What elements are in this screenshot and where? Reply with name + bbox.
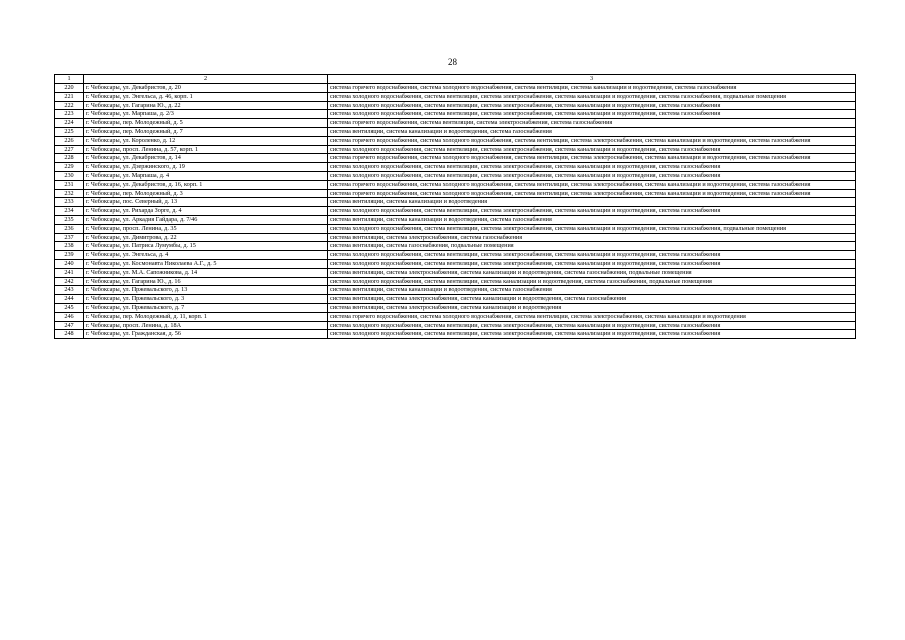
- row-address: г. Чебоксары, ул. Короленко, д. 12: [84, 136, 328, 145]
- row-number: 240: [55, 259, 84, 268]
- table-row: [55, 145, 856, 154]
- row-number: 222: [55, 101, 84, 110]
- row-number: 234: [55, 207, 84, 216]
- row-systems: система вентиляции, система электроснабжения, система канализации и водоотведения, система газоснабжения, подвальные помещения: [328, 268, 856, 277]
- row-number: 236: [55, 224, 84, 233]
- row-address: г. Чебоксары, ул. Дзержинского, д. 19: [84, 163, 328, 172]
- row-address: г. Чебоксары, пер. Молодежный, д. 11, корп. 1: [84, 312, 328, 321]
- row-number: 246: [55, 312, 84, 321]
- row-systems: система горячего водоснабжения, система холодного водоснабжения, система вентиляции, система электроснабжения, система канализации и водоотведения, система газоснабжения: [328, 136, 856, 145]
- row-systems: система холодного водоснабжения, система вентиляции, система электроснабжения, система канализации и водоотведения, система газоснабжения: [328, 145, 856, 154]
- row-address: г. Чебоксары, просп. Ленина, д. 18А: [84, 321, 328, 330]
- row-number: 232: [55, 189, 84, 198]
- row-address: г. Чебоксары, ул. Космонавта Николаева А.Г., д. 5: [84, 259, 328, 268]
- row-address: г. Чебоксары, ул. Пржевальского, д. 3: [84, 295, 328, 304]
- row-address: г. Чебоксары, пер. Молодежный, д. 3: [84, 189, 328, 198]
- row-number: 233: [55, 198, 84, 207]
- table-row: [55, 198, 856, 207]
- row-number: 245: [55, 303, 84, 312]
- row-number: 247: [55, 321, 84, 330]
- table-row: [55, 154, 856, 163]
- table-row: [55, 330, 856, 339]
- row-systems: система вентиляции, система газоснабжения, подвальные помещения: [328, 242, 856, 251]
- row-systems: система вентиляции, система канализации и водоотведения: [328, 198, 856, 207]
- row-address: г. Чебоксары, просп. Ленина, д. 35: [84, 224, 328, 233]
- row-address: г. Чебоксары, пер. Молодежный, д. 7: [84, 127, 328, 136]
- table-row: [55, 286, 856, 295]
- row-number: 220: [55, 84, 84, 93]
- row-number: 229: [55, 163, 84, 172]
- row-number: 242: [55, 277, 84, 286]
- row-address: г. Чебоксары, ул. Гражданская, д. 56: [84, 330, 328, 339]
- row-number: 228: [55, 154, 84, 163]
- row-systems: система холодного водоснабжения, система вентиляции, система электроснабжения, система канализации и водоотведения, система газоснабжения, подвальные помещения: [328, 224, 856, 233]
- table-row: [55, 171, 856, 180]
- row-address: г. Чебоксары, ул. Пржевальского, д. 7: [84, 303, 328, 312]
- row-address: г. Чебоксары, ул. М.А. Сапожникова, д. 14: [84, 268, 328, 277]
- row-address: г. Чебоксары, пос. Северный, д. 13: [84, 198, 328, 207]
- row-number: 231: [55, 180, 84, 189]
- row-address: г. Чебоксары, ул. Рихарда Зорге, д. 4: [84, 207, 328, 216]
- row-systems: система вентиляции, система электроснабжения, система канализации и водоотведения, система газоснабжения: [328, 295, 856, 304]
- row-systems: система вентиляции, система канализации и водоотведения, система газоснабжения: [328, 215, 856, 224]
- row-systems: система горячего водоснабжения, система холодного водоснабжения, система вентиляции, система электроснабжения, система канализации и водоотведения, система газоснабжения: [328, 180, 856, 189]
- row-address: г. Чебоксары, ул. Декабристов, д. 20: [84, 84, 328, 93]
- row-address: г. Чебоксары, ул. Пржевальского, д. 13: [84, 286, 328, 295]
- row-number: 235: [55, 215, 84, 224]
- row-systems: система холодного водоснабжения, система вентиляции, система канализации и водоотведения, система газоснабжения, подвальные помещения: [328, 277, 856, 286]
- row-number: 248: [55, 330, 84, 339]
- row-systems: система вентиляции, система электроснабжения, система канализации и водоотведения: [328, 303, 856, 312]
- row-address: г. Чебоксары, ул. Гагарина Ю., д. 22: [84, 101, 328, 110]
- row-systems: система холодного водоснабжения, система вентиляции, система электроснабжения, система канализации и водоотведения, система газоснабжения: [328, 171, 856, 180]
- row-number: 225: [55, 127, 84, 136]
- table-row: [55, 84, 856, 93]
- objects-table: [54, 74, 856, 339]
- row-address: г. Чебоксары, ул. Марпаша, д. 4: [84, 171, 328, 180]
- row-address: г. Чебоксары, ул. Димитрова, д. 22: [84, 233, 328, 242]
- row-systems: система холодного водоснабжения, система вентиляции, система электроснабжения, система канализации и водоотведения, система газоснабжения: [328, 110, 856, 119]
- row-address: г. Чебоксары, ул. Аркадия Гайдара, д. 7/46: [84, 215, 328, 224]
- row-systems: система горячего водоснабжения, система холодного водоснабжения, система вентиляции, система электроснабжения, система канализации и водоотведения, система газоснабжения: [328, 154, 856, 163]
- row-systems: система холодного водоснабжения, система вентиляции, система электроснабжения, система канализации и водоотведения, система газоснабжения: [328, 101, 856, 110]
- row-number: 237: [55, 233, 84, 242]
- row-systems: система горячего водоснабжения, система холодного водоснабжения, система вентиляции, система канализации и водоотведения, система газоснабжения: [328, 84, 856, 93]
- row-systems: система горячего водоснабжения, система холодного водоснабжения, система вентиляции, система электроснабжения, система канализации и водоотведения, система газоснабжения: [328, 189, 856, 198]
- table-row: [55, 312, 856, 321]
- row-number: 226: [55, 136, 84, 145]
- row-systems: система холодного водоснабжения, система вентиляции, система электроснабжения, система канализации и водоотведения, система газоснабжения: [328, 259, 856, 268]
- table-row: [55, 127, 856, 136]
- table-row: [55, 268, 856, 277]
- column-header-systems: 3: [328, 75, 856, 84]
- table-row: [55, 277, 856, 286]
- row-systems: система холодного водоснабжения, система вентиляции, система электроснабжения, система канализации и водоотведения, система газоснабжения: [328, 251, 856, 260]
- row-systems: система холодного водоснабжения, система вентиляции, система электроснабжения, система канализации и водоотведения, система газоснабжения: [328, 330, 856, 339]
- table-row: [55, 136, 856, 145]
- row-number: 224: [55, 119, 84, 128]
- row-address: г. Чебоксары, ул. Декабристов, д. 16, корп. 1: [84, 180, 328, 189]
- table-row: [55, 215, 856, 224]
- table-row: [55, 180, 856, 189]
- row-number: 243: [55, 286, 84, 295]
- row-address: г. Чебоксары, пер. Молодежный, д. 5: [84, 119, 328, 128]
- table-row: [55, 259, 856, 268]
- row-number: 221: [55, 92, 84, 101]
- table-row: [55, 189, 856, 198]
- table-row: [55, 163, 856, 172]
- row-systems: система вентиляции, система канализации и водоотведения, система газоснабжения: [328, 127, 856, 136]
- row-number: 230: [55, 171, 84, 180]
- row-systems: система холодного водоснабжения, система вентиляции, система электроснабжения, система канализации и водоотведения, система газоснабжения: [328, 321, 856, 330]
- row-number: 239: [55, 251, 84, 260]
- row-number: 227: [55, 145, 84, 154]
- table-row: [55, 242, 856, 251]
- row-systems: система горячего водоснабжения, система холодного водоснабжения, система вентиляции, система электроснабжения, система канализации и водоотведения: [328, 312, 856, 321]
- row-systems: система холодного водоснабжения, система вентиляции, система электроснабжения, система канализации и водоотведения, система газоснабжения: [328, 207, 856, 216]
- table-row: [55, 251, 856, 260]
- table-header-row: [55, 75, 856, 84]
- table-row: [55, 233, 856, 242]
- row-systems: система холодного водоснабжения, система вентиляции, система электроснабжения, система канализации и водоотведения, система газоснабжения, подвальные помещения: [328, 92, 856, 101]
- row-address: г. Чебоксары, ул. Энгельса, д. 4: [84, 251, 328, 260]
- row-number: 244: [55, 295, 84, 304]
- table-row: [55, 110, 856, 119]
- row-systems: система горячего водоснабжения, система вентиляции, система электроснабжения, система газоснабжения: [328, 119, 856, 128]
- row-systems: система вентиляции, система канализации и водоотведения, система газоснабжения: [328, 286, 856, 295]
- row-systems: система вентиляции, система электроснабжения, система газоснабжения: [328, 233, 856, 242]
- row-address: г. Чебоксары, ул. Энгельса, д. 46, корп. 1: [84, 92, 328, 101]
- table-row: [55, 119, 856, 128]
- column-header-address: 2: [84, 75, 328, 84]
- row-number: 241: [55, 268, 84, 277]
- row-number: 238: [55, 242, 84, 251]
- row-number: 223: [55, 110, 84, 119]
- row-address: г. Чебоксары, просп. Ленина, д. 57, корп. 1: [84, 145, 328, 154]
- table-row: [55, 92, 856, 101]
- table-row: [55, 303, 856, 312]
- table-row: [55, 321, 856, 330]
- table-row: [55, 101, 856, 110]
- row-address: г. Чебоксары, ул. Марпаша, д. 2/3: [84, 110, 328, 119]
- table-row: [55, 207, 856, 216]
- row-systems: система холодного водоснабжения, система вентиляции, система электроснабжения, система канализации и водоотведения, система газоснабжения: [328, 163, 856, 172]
- column-header-number: 1: [55, 75, 84, 84]
- row-address: г. Чебоксары, ул. Патриса Лумумбы, д. 15: [84, 242, 328, 251]
- table-row: [55, 295, 856, 304]
- table-row: [55, 224, 856, 233]
- row-address: г. Чебоксары, ул. Декабристов, д. 14: [84, 154, 328, 163]
- page-number: 28: [448, 57, 457, 67]
- row-address: г. Чебоксары, ул. Гагарина Ю., д. 16: [84, 277, 328, 286]
